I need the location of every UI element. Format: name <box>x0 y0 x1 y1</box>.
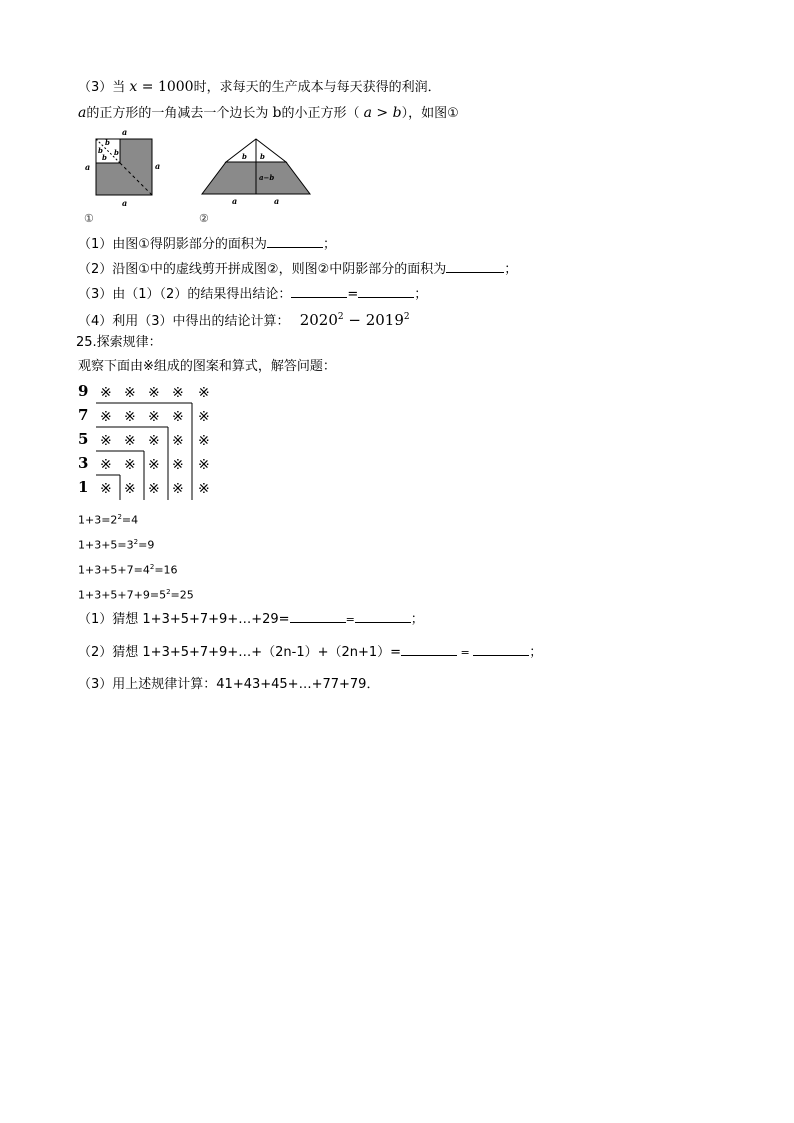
intro-text2: 的小正方形（ <box>281 106 364 121</box>
equation-3 <box>78 558 178 580</box>
eq1-exp: 2 <box>117 513 122 521</box>
answer-blank-right[interactable] <box>358 284 414 298</box>
var-x: x <box>129 79 138 95</box>
figure-2 <box>196 130 320 226</box>
fig1-bottom-a: a <box>122 198 128 208</box>
row-number-1: 1 <box>78 478 89 496</box>
row-number-7: 7 <box>78 406 89 424</box>
fig2-b-right: b <box>260 152 265 161</box>
figure-1 <box>80 126 170 226</box>
equation-2 <box>78 533 154 555</box>
row-number-9: 9 <box>78 382 89 400</box>
fig2-b-left: b <box>242 152 247 161</box>
reference-mark-symbol: ※ <box>100 433 112 449</box>
problem-25-title: 25.探索规律： <box>76 335 162 350</box>
q1-text: （1）由图①得阴影部分的面积为 <box>78 237 267 252</box>
reference-mark-symbol: ※ <box>198 457 210 473</box>
var-b: b <box>272 105 282 121</box>
answer-blank-right[interactable] <box>473 642 529 656</box>
reference-mark-symbol: ※ <box>198 433 210 449</box>
g1-equals: = <box>345 613 355 626</box>
answer-blank-left[interactable] <box>291 284 347 298</box>
fig1-left-a: a <box>85 162 91 172</box>
eq3-exp: 2 <box>149 563 155 571</box>
g2-text: （2）猜想 1+3+5+7+9+…+（2n-1）+（2n+1）= <box>78 645 402 660</box>
g2-end: ； <box>529 645 543 660</box>
question-4 <box>78 308 410 331</box>
problem-25-desc: 观察下面由※组成的图案和算式，解答问题： <box>78 359 336 374</box>
reference-mark-symbol: ※ <box>100 481 112 497</box>
reference-mark-symbol: ※ <box>148 457 160 473</box>
reference-mark-symbol: ※ <box>198 385 210 401</box>
q2-text: （2）沿图①中的虚线剪开拼成图②，则图②中阴影部分的面积为 <box>78 262 447 277</box>
reference-mark-symbol: ※ <box>172 385 184 401</box>
intro-text1: 的正方形的一角减去一个边长为 <box>86 106 273 121</box>
eq4-lhs: 1+3+5+7+9=5 <box>78 588 167 602</box>
question-2 <box>78 259 517 279</box>
reference-mark-symbol: ※ <box>124 481 136 497</box>
symbol-pattern <box>78 380 228 502</box>
fig2-a-minus-b: a−b <box>259 173 275 182</box>
eq-value: = 1000 <box>137 79 194 95</box>
reference-mark-symbol: ※ <box>148 433 160 449</box>
fig2-bottom-a1: a <box>232 196 238 206</box>
answer-blank[interactable] <box>446 259 504 273</box>
reference-mark-symbol: ※ <box>148 385 160 401</box>
eq3-rhs: =16 <box>154 563 178 577</box>
reference-mark-symbol: ※ <box>124 409 136 425</box>
q4-minus: − <box>343 311 366 329</box>
row-number-3: 3 <box>78 454 89 472</box>
reference-mark-symbol: ※ <box>148 481 160 497</box>
q4-exp1: 2 <box>337 312 344 322</box>
q3-end: ； <box>414 287 428 302</box>
reference-mark-symbol: ※ <box>172 409 184 425</box>
fig1-inner-b3: b <box>114 148 119 157</box>
fig1-top-a: a <box>122 127 128 137</box>
reference-mark-symbol: ※ <box>172 481 184 497</box>
intro-text3: ），如图① <box>401 106 459 121</box>
q4-exp2: 2 <box>403 312 410 322</box>
answer-blank-right[interactable] <box>355 609 411 623</box>
eq2-lhs: 1+3+5=3 <box>78 538 134 552</box>
row-number-5: 5 <box>78 430 89 448</box>
q3-text: （3）由（1）（2）的结果得出结论： <box>78 287 292 302</box>
reference-mark-symbol: ※ <box>124 385 136 401</box>
question-3-line <box>78 78 441 97</box>
fig1-inner-b1: b <box>98 146 103 155</box>
reference-mark-symbol: ※ <box>100 385 112 401</box>
reference-mark-symbol: ※ <box>124 457 136 473</box>
reference-mark-symbol: ※ <box>100 409 112 425</box>
guess-1 <box>78 609 424 629</box>
answer-blank-left[interactable] <box>401 642 457 656</box>
reference-mark-symbol: ※ <box>148 409 160 425</box>
guess-3: （3）用上述规律计算：41+43+45+…+77+79． <box>78 677 380 692</box>
fig1-caption: ① <box>84 212 94 225</box>
condition: a > b <box>363 105 402 121</box>
answer-blank-left[interactable] <box>290 609 346 623</box>
g2-equals: = <box>457 646 474 659</box>
intro-line <box>78 104 459 123</box>
reference-mark-symbol: ※ <box>100 457 112 473</box>
q2-end: ； <box>504 262 518 277</box>
symbol-grid <box>100 385 210 497</box>
q4-base1: 2020 <box>299 311 338 329</box>
answer-blank[interactable] <box>267 234 323 248</box>
q4-expression <box>300 311 410 329</box>
guess-2 <box>78 642 542 662</box>
eq1-rhs: =4 <box>121 513 139 527</box>
g1-end: ； <box>410 612 424 627</box>
eq1-lhs: 1+3=2 <box>78 513 118 527</box>
eq4-rhs: =25 <box>170 588 194 602</box>
q4-text: （4）利用（3）中得出的结论计算： <box>78 314 290 329</box>
reference-mark-symbol: ※ <box>198 409 210 425</box>
fig1-right-a: a <box>155 161 161 171</box>
q3-equals: = <box>347 287 359 302</box>
eq2-rhs: =9 <box>138 538 155 552</box>
q1-end: ； <box>322 237 336 252</box>
fig1-inner-b2: b <box>105 138 110 147</box>
eq4-exp: 2 <box>166 588 171 596</box>
eq3-lhs: 1+3+5+7=4 <box>78 563 150 577</box>
reference-mark-symbol: ※ <box>124 433 136 449</box>
fig2-bottom-a2: a <box>274 196 280 206</box>
var-a: a <box>78 105 87 121</box>
reference-mark-symbol: ※ <box>172 457 184 473</box>
g1-text: （1）猜想 1+3+5+7+9+…+29= <box>78 612 290 627</box>
eq2-exp: 2 <box>133 538 139 546</box>
fig1-inner-b4: b <box>102 153 107 162</box>
q3-suffix: 时，求每天的生产成本与每天获得的利润． <box>193 80 441 95</box>
q3-prefix: （3）当 <box>78 80 130 95</box>
question-3 <box>78 284 427 304</box>
fig2-caption: ② <box>199 212 209 225</box>
q4-base2: 2019 <box>365 311 404 329</box>
equation-4 <box>78 583 194 605</box>
equation-1 <box>78 508 138 530</box>
reference-mark-symbol: ※ <box>172 433 184 449</box>
question-1 <box>78 234 336 254</box>
reference-mark-symbol: ※ <box>198 481 210 497</box>
